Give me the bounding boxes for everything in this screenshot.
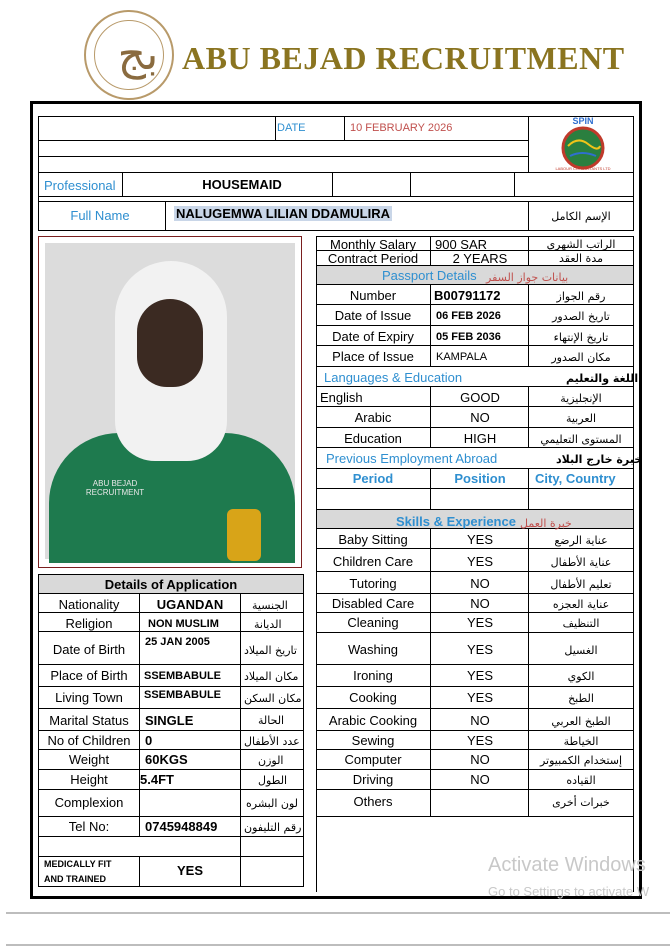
col-line bbox=[240, 593, 241, 886]
arabic-ar: العربية bbox=[565, 412, 597, 425]
col-line bbox=[139, 593, 140, 836]
full-name-label: Full Name bbox=[70, 208, 130, 223]
issue-date-value: 06 FEB 2026 bbox=[436, 310, 501, 322]
passport-heading-ar: بيانات جواز السفر bbox=[486, 271, 569, 284]
row-line bbox=[316, 664, 634, 665]
col-line bbox=[528, 284, 529, 366]
skill-label: Sewing bbox=[351, 733, 395, 748]
col-line bbox=[122, 172, 123, 196]
col-line bbox=[332, 172, 333, 196]
row-line bbox=[38, 230, 634, 231]
row-line bbox=[316, 447, 634, 448]
app-label: Marital Status bbox=[49, 713, 129, 728]
row-line bbox=[316, 708, 634, 709]
skill-label: Disabled Care bbox=[331, 596, 415, 611]
passport-number-value: B00791172 bbox=[434, 288, 501, 303]
row-line bbox=[38, 574, 304, 575]
col-line bbox=[344, 116, 345, 140]
skill-label: Washing bbox=[347, 642, 399, 657]
company-title: ABU BEJAD RECRUITMENT bbox=[182, 40, 625, 76]
row-line bbox=[38, 593, 304, 594]
languages-heading-ar: اللغة والتعليم bbox=[566, 372, 639, 385]
skill-label: Children Care bbox=[332, 554, 414, 569]
spin-logo-text: SPIN bbox=[572, 116, 594, 126]
row-line bbox=[316, 325, 634, 326]
company-logo-glyph: ﺑﺞ bbox=[117, 29, 159, 80]
row-line bbox=[316, 632, 634, 633]
skill-ar: خبرات أخرى bbox=[552, 796, 610, 809]
windows-watermark-title: Activate Windows bbox=[488, 854, 646, 876]
skill-value: NO bbox=[470, 772, 490, 787]
row-line bbox=[316, 386, 634, 387]
skill-label: Driving bbox=[352, 772, 394, 787]
col-line bbox=[38, 116, 39, 230]
row-line bbox=[316, 284, 634, 285]
col-line bbox=[275, 116, 276, 140]
col-line bbox=[528, 116, 529, 172]
date-label: DATE bbox=[277, 122, 306, 134]
skill-ar: إستخدام الكمبيوتر bbox=[539, 754, 623, 767]
right-col-right-border bbox=[633, 236, 634, 892]
row-line bbox=[38, 172, 634, 173]
full-name-ar: الإسم الكامل bbox=[551, 210, 611, 223]
skills-heading-ar: خبرة العمل bbox=[520, 517, 572, 530]
photo-background bbox=[45, 243, 295, 559]
app-label: Nationality bbox=[58, 597, 120, 612]
place-issue-value: KAMPALA bbox=[436, 351, 488, 363]
row-line bbox=[38, 156, 528, 157]
row-line bbox=[38, 886, 304, 887]
skills-heading: Skills & Experience bbox=[396, 514, 516, 529]
app-value: 5.4FT bbox=[140, 772, 174, 787]
period-label: Contract Period bbox=[327, 251, 419, 266]
application-heading: Details of Application bbox=[104, 577, 238, 592]
row-line bbox=[316, 304, 634, 305]
right-col-left-border bbox=[316, 236, 317, 892]
profession-value: HOUSEMAID bbox=[202, 177, 282, 192]
app-value: 0 bbox=[145, 733, 153, 748]
col-line bbox=[430, 468, 431, 509]
employment-heading: Previous Employment Abroad bbox=[326, 451, 498, 466]
col-line bbox=[410, 172, 411, 196]
row-line bbox=[38, 789, 304, 790]
row-line bbox=[316, 345, 634, 346]
period-value: 2 YEARS bbox=[452, 251, 508, 266]
page-edge-line bbox=[6, 944, 670, 946]
app-label: Weight bbox=[68, 752, 110, 767]
row-line bbox=[38, 664, 304, 665]
row-line bbox=[316, 769, 634, 770]
skill-ar: عناية الأطفال bbox=[550, 556, 612, 569]
salary-label: Monthly Salary bbox=[330, 237, 416, 252]
issue-date-ar: تاريخ الصدور bbox=[552, 310, 610, 323]
passport-number-ar: رقم الجواز bbox=[556, 290, 606, 303]
education-value: HIGH bbox=[463, 431, 497, 446]
row-line bbox=[316, 593, 634, 594]
skill-ar: الطبخ bbox=[568, 692, 594, 705]
expiry-date-value: 05 FEB 2036 bbox=[436, 331, 501, 343]
app-ar: الوزن bbox=[258, 754, 284, 767]
app-ar: تاريخ الميلاد bbox=[244, 644, 297, 657]
spin-logo bbox=[548, 116, 618, 174]
row-line bbox=[316, 427, 634, 428]
windows-watermark-link[interactable]: Go to Settings to activate W bbox=[488, 884, 650, 899]
row-line bbox=[38, 708, 304, 709]
skill-ar: التنظيف bbox=[562, 617, 600, 630]
skill-ar: عناية الرضع bbox=[554, 534, 608, 547]
skill-label: Cooking bbox=[349, 690, 397, 705]
skill-value: YES bbox=[466, 554, 493, 569]
app-value: SSEMBABULE bbox=[144, 670, 222, 682]
app-value: UGANDAN bbox=[156, 597, 224, 612]
col-line bbox=[430, 236, 431, 265]
languages-heading: Languages & Education bbox=[324, 370, 463, 385]
row-line bbox=[316, 612, 634, 613]
row-line bbox=[316, 749, 634, 750]
col-line bbox=[430, 284, 431, 366]
row-line bbox=[38, 201, 634, 202]
skill-label: Baby Sitting bbox=[338, 532, 408, 547]
app-value: 0745948849 bbox=[145, 819, 218, 834]
row-line bbox=[316, 406, 634, 407]
skill-value: NO bbox=[470, 752, 490, 767]
skill-label: Cleaning bbox=[347, 615, 399, 630]
employment-col-city: City, Country bbox=[535, 471, 616, 486]
skill-label: Computer bbox=[344, 752, 402, 767]
company-logo-ring bbox=[94, 20, 164, 90]
row-line bbox=[316, 686, 634, 687]
photo-face bbox=[137, 299, 203, 387]
skill-value: YES bbox=[466, 733, 493, 748]
full-name-value: NALUGEMWA LILIAN DDAMULIRA bbox=[176, 206, 390, 221]
row-line bbox=[38, 730, 304, 731]
period-ar: مدة العقد bbox=[559, 252, 603, 265]
employment-col-position: Position bbox=[454, 471, 506, 486]
skill-value: YES bbox=[466, 642, 493, 657]
place-issue-ar: مكان الصدور bbox=[551, 351, 611, 364]
employment-col-period: Period bbox=[352, 471, 394, 486]
page-edge-line bbox=[6, 912, 670, 914]
row-line bbox=[316, 366, 634, 367]
app-value: SSEMBABULE bbox=[144, 689, 222, 701]
col-line bbox=[514, 172, 515, 196]
app-ar: لون البشره bbox=[246, 797, 298, 810]
arabic-value: NO bbox=[470, 410, 490, 425]
app-ar: عدد الأطفال bbox=[244, 735, 300, 748]
app-ar: الطول bbox=[258, 774, 288, 787]
col-line bbox=[165, 201, 166, 230]
arabic-label: Arabic bbox=[354, 410, 392, 425]
row-line bbox=[38, 196, 634, 197]
skill-ar: تعليم الأطفال bbox=[550, 578, 612, 591]
app-ar: الجنسية bbox=[252, 599, 288, 612]
medical-label-1: MEDICALLY FIT bbox=[44, 859, 112, 869]
expiry-date-ar: تاريخ الإنتهاء bbox=[553, 331, 609, 344]
row-line bbox=[316, 488, 634, 489]
expiry-date-label: Date of Expiry bbox=[332, 329, 414, 344]
skill-value: NO bbox=[470, 576, 490, 591]
app-label: No of Children bbox=[47, 733, 131, 748]
col-line bbox=[633, 116, 634, 230]
col-line bbox=[528, 528, 529, 816]
skill-ar: الغسيل bbox=[564, 644, 598, 657]
education-ar: المستوى التعليمي bbox=[540, 433, 622, 446]
employment-heading-ar: خبرة خارج البلاد bbox=[556, 453, 643, 466]
passport-heading: Passport Details bbox=[382, 268, 477, 283]
row-line bbox=[316, 548, 634, 549]
skill-label: Ironing bbox=[353, 668, 393, 683]
english-value: GOOD bbox=[460, 390, 500, 405]
skill-ar: عناية العجزه bbox=[552, 598, 610, 611]
skill-label: Arabic Cooking bbox=[328, 713, 418, 728]
app-label: Date of Birth bbox=[52, 642, 126, 657]
row-line bbox=[316, 730, 634, 731]
col-line bbox=[528, 468, 529, 509]
salary-ar: الراتب الشهري bbox=[546, 238, 616, 251]
skill-value: YES bbox=[466, 668, 493, 683]
salary-value: 900 SAR bbox=[435, 237, 488, 252]
row-line bbox=[316, 571, 634, 572]
place-issue-label: Place of Issue bbox=[332, 349, 414, 364]
app-label: Religion bbox=[65, 616, 113, 631]
skill-value: YES bbox=[466, 615, 493, 630]
app-value: 60KGS bbox=[145, 752, 188, 767]
app-ar: مكان السكن bbox=[244, 692, 302, 705]
row-line bbox=[316, 816, 634, 817]
app-ar: مكان الميلاد bbox=[244, 670, 299, 683]
skill-label: Others bbox=[353, 794, 393, 809]
skill-value: NO bbox=[470, 713, 490, 728]
app-ar: رقم التليفون bbox=[244, 821, 302, 834]
app-ar: الديانة bbox=[254, 618, 282, 631]
row-line bbox=[38, 769, 304, 770]
app-label: Living Town bbox=[55, 690, 123, 705]
english-label: English bbox=[320, 390, 363, 405]
english-ar: الإنجليزية bbox=[560, 392, 602, 405]
skill-ar: الخياطة bbox=[563, 735, 599, 748]
col-line bbox=[528, 386, 529, 447]
medical-label-2: AND TRAINED bbox=[44, 874, 106, 884]
medical-value: YES bbox=[176, 863, 203, 878]
professional-label: Professional bbox=[44, 178, 116, 193]
applicant-photo bbox=[38, 236, 302, 568]
issue-date-label: Date of Issue bbox=[334, 308, 412, 323]
app-ar: الحالة bbox=[258, 714, 285, 727]
skill-value: YES bbox=[466, 532, 493, 547]
app-value: 25 JAN 2005 bbox=[145, 636, 210, 648]
education-label: Education bbox=[344, 431, 402, 446]
skill-ar: الطبخ العربي bbox=[551, 715, 611, 728]
row-line bbox=[316, 789, 634, 790]
col-line bbox=[430, 528, 431, 816]
row-line bbox=[38, 686, 304, 687]
app-value: NON MUSLIM bbox=[148, 618, 219, 630]
skill-value: YES bbox=[466, 690, 493, 705]
col-line bbox=[528, 236, 529, 265]
app-label: Tel No: bbox=[68, 819, 110, 834]
photo-uniform-badge: ABU BEJAD RECRUITMENT bbox=[85, 479, 145, 497]
skill-value: NO bbox=[470, 596, 490, 611]
skill-label: Tutoring bbox=[349, 576, 397, 591]
app-label: Place of Birth bbox=[50, 668, 128, 683]
col-line bbox=[139, 856, 140, 886]
row-line bbox=[38, 749, 304, 750]
app-label: Complexion bbox=[54, 795, 124, 810]
company-logo bbox=[84, 10, 174, 100]
col-line bbox=[430, 386, 431, 447]
passport-number-label: Number bbox=[349, 288, 397, 303]
skill-ar: القياده bbox=[566, 774, 596, 787]
photo-uniform-logo bbox=[227, 509, 261, 561]
date-value: 10 FEBRUARY 2026 bbox=[350, 122, 453, 134]
col-line bbox=[528, 201, 529, 230]
spin-logo-sub: LABOUR CONSULTANTS LTD bbox=[555, 166, 611, 171]
row-line bbox=[316, 468, 634, 469]
row-line bbox=[38, 140, 528, 141]
app-label: Height bbox=[70, 772, 108, 787]
skill-ar: الكوي bbox=[567, 670, 595, 683]
app-value: SINGLE bbox=[145, 713, 194, 728]
row-line bbox=[38, 836, 304, 837]
row-line bbox=[38, 816, 304, 817]
top-border bbox=[38, 116, 634, 117]
